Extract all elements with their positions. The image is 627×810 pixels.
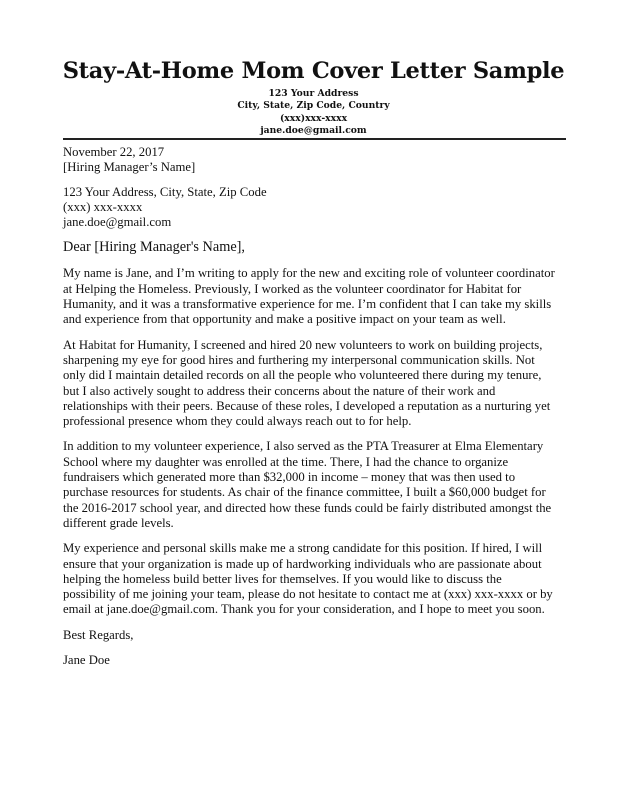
paragraph-line: email at jane.doe@gmail.com. Thank you for your consideration, and I hope to meet you soon. <box>63 602 545 617</box>
letter-date: November 22, 2017 <box>63 145 165 159</box>
paragraph-line: School where my daughter was enrolled at the time. There, I had the chance to organize <box>63 454 509 469</box>
paragraph-line: and experience from that opportunity and make a positive impact on your team as well. <box>63 312 506 327</box>
paragraph-line: professional presence whom they could always reach out to for help. <box>63 414 412 429</box>
paragraph-closing <box>63 541 573 617</box>
paragraph-line: Humanity, and it was a transformative experience for me. I’m confident that I can take my skills <box>63 297 552 312</box>
document-title: Stay-At-Home Mom Cover Letter Sample <box>62 58 565 84</box>
paragraph-line: different grade levels. <box>63 515 174 530</box>
paragraph-line: In addition to my volunteer experience, I also served as the PTA Treasurer at Elma Elementary <box>63 439 544 454</box>
paragraph-line: At Habitat for Humanity, I screened and hired 20 new volunteers to work on building projects, <box>63 337 543 352</box>
paragraph-line: but I also actively sought to address their concerns about the nature of their work and <box>63 383 496 398</box>
paragraph-line: My name is Jane, and I’m writing to apply for the new and exciting role of volunteer coordinator <box>63 266 555 281</box>
paragraph-line: only did I maintain detailed records on all the people who volunteered there during my tenure, <box>63 368 542 383</box>
sender-address-line1: 123 Your Address <box>268 88 359 99</box>
header-divider <box>63 138 566 140</box>
paragraph-line: the 2016-2017 school year, and directed how these funds could be fairly distributed amongst the <box>63 500 552 515</box>
sender-email: jane.doe@gmail.com <box>260 124 367 136</box>
paragraph-line: relationships with their peers. Because of these roles, I developed a reputation as a nurturing yet <box>63 398 551 413</box>
paragraph-line: possibility of me joining your team, please do not hesitate to contact me at (xxx) xxx-xxxx or by <box>63 587 553 602</box>
paragraph-experience <box>63 338 573 430</box>
signature-name: Jane Doe <box>63 653 110 668</box>
recipient-contact <box>63 185 573 231</box>
recipient-email: jane.doe@gmail.com <box>63 215 172 230</box>
paragraph-intro <box>63 266 573 327</box>
closing-phrase: Best Regards, <box>63 627 134 642</box>
sender-address-line2: City, State, Zip Code, Country <box>237 100 390 112</box>
paragraph-line: at Helping the Homeless. Previously, I worked as the volunteer coordinator for Habitat for <box>63 281 522 296</box>
recipient-block <box>63 145 573 176</box>
letter-body <box>63 145 573 668</box>
recipient-name: [Hiring Manager’s Name] <box>63 160 196 175</box>
paragraph-line: ensure that your organization is made up of hardworking individuals who are passionate about <box>63 556 542 571</box>
salutation: Dear [Hiring Manager's Name], <box>63 239 246 256</box>
paragraph-pta <box>63 439 573 531</box>
paragraph-line: My experience and personal skills make me a strong candidate for this position. If hired, I will <box>63 541 543 556</box>
sender-phone: (xxx)xxx-xxxx <box>279 112 348 124</box>
recipient-address: 123 Your Address, City, State, Zip Code <box>63 184 267 199</box>
paragraph-line: helping the homeless build better lives for themselves. If you would like to discuss the <box>63 571 502 586</box>
recipient-phone: (xxx) xxx-xxxx <box>63 199 143 214</box>
sender-contact-block <box>0 88 627 137</box>
paragraph-line: fundraisers which generated more than $32,000 in income – money that was then used to <box>63 470 516 485</box>
paragraph-line: purchase resources for students. As chair of the finance committee, I built a $60,000 budget for <box>63 485 546 500</box>
paragraph-line: sharpening my eye for good hires and furthering my interpersonal communication skills. Not <box>63 352 535 367</box>
